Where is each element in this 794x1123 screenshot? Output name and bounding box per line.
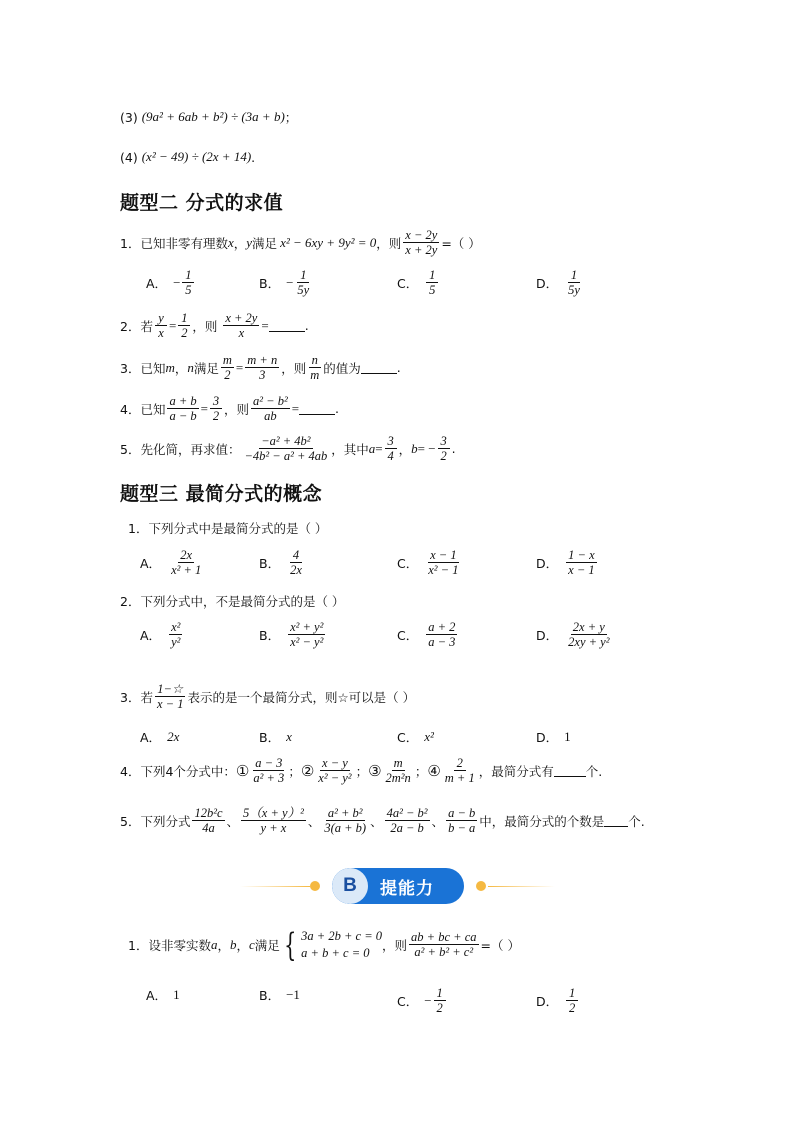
fraction-denominator: 2a − b <box>390 821 424 836</box>
fraction-denominator: 2 <box>569 1001 576 1016</box>
question-number: 1． <box>128 937 149 953</box>
fraction-numerator: 1 <box>182 268 194 283</box>
option-label: D． <box>536 275 559 291</box>
variable: x <box>227 234 234 250</box>
question-text: 中，最简分式的个数是 <box>479 813 605 829</box>
fraction-denominator: 5y <box>297 283 310 298</box>
option-label: A． <box>146 988 168 1003</box>
option-label: D． <box>536 627 559 643</box>
punctuation: ； <box>355 763 369 779</box>
fraction <box>308 353 321 383</box>
fraction-denominator: 2xy + y² <box>568 635 610 650</box>
option-c[interactable] <box>397 986 448 1016</box>
punctuation: . <box>304 318 309 334</box>
option-a[interactable] <box>140 548 205 578</box>
fraction-denominator: 2 <box>212 409 220 424</box>
equals-sign: = <box>375 440 383 456</box>
equals-sign: = <box>168 317 177 333</box>
equals-sign: = <box>291 400 300 416</box>
fraction-denominator: ab <box>264 409 277 424</box>
question-3-line <box>120 108 297 126</box>
s3-question-5 <box>120 806 645 836</box>
fraction-denominator: x² − 1 <box>428 563 459 578</box>
fraction <box>434 986 446 1016</box>
option-label: C． <box>397 730 419 745</box>
question-text: 下列分式中，不是最简分式的是（ ） <box>140 594 345 609</box>
fraction <box>426 620 457 650</box>
option-label: C． <box>397 555 419 571</box>
question-label: (3) <box>120 109 138 125</box>
fraction-numerator: m <box>393 756 403 770</box>
option-value: 1 <box>564 729 571 744</box>
fraction <box>426 268 438 298</box>
variable: c <box>249 936 255 952</box>
question-text: ，则 <box>382 937 408 953</box>
equals-sign: = <box>235 359 244 375</box>
banner-dot-right <box>476 881 486 891</box>
fraction-numerator: 1 − x <box>568 548 595 562</box>
fraction-numerator: 1−☆ <box>157 682 184 696</box>
question-number: 3． <box>120 689 141 705</box>
fraction <box>155 311 167 341</box>
fraction-numerator: a² + b² <box>327 806 363 820</box>
fraction <box>221 353 234 383</box>
equation: 3a + 2b + c = 0 <box>301 929 383 943</box>
variable: m <box>165 359 175 375</box>
fraction <box>426 548 460 578</box>
question-number: 1． <box>128 521 149 536</box>
fraction-denominator: 2 <box>436 1001 443 1016</box>
fraction-denominator: x + 2y <box>405 243 438 258</box>
punctuation: 、 <box>307 813 321 829</box>
fraction-denominator: 2 <box>440 449 447 464</box>
fraction-numerator: 4a² − b² <box>386 806 428 820</box>
question-label: (4) <box>120 149 138 165</box>
option-value: x² <box>424 729 434 744</box>
fraction-numerator: −a² + 4b² <box>261 434 311 448</box>
fraction-denominator: x² − y² <box>318 771 352 786</box>
fraction-denominator: b − a <box>448 821 476 836</box>
section-title: 题型三 最简分式的概念 <box>120 483 323 505</box>
option-label: A． <box>140 730 162 745</box>
question-number: 5． <box>120 441 141 457</box>
question-text: ，则 <box>281 360 307 376</box>
fraction <box>384 756 413 786</box>
option-b[interactable] <box>259 268 313 298</box>
fraction-numerator: x − 1 <box>430 548 457 562</box>
equation-system <box>280 925 383 964</box>
fraction-denominator: m + 1 <box>444 771 475 786</box>
answer-bracket: =（ ） <box>441 235 481 251</box>
question-text: 已知非零有理数 <box>140 235 228 251</box>
option-label: D． <box>536 555 559 571</box>
sign: − <box>286 274 294 290</box>
fraction-numerator: x² + y² <box>290 620 324 634</box>
fraction-numerator: x + 2y <box>225 311 258 325</box>
option-b[interactable] <box>259 548 306 578</box>
fraction-numerator: n <box>309 353 321 368</box>
punctuation: ， <box>233 235 247 251</box>
fraction-denominator: x − 1 <box>568 563 595 578</box>
fraction <box>403 228 439 258</box>
fraction-denominator: x <box>158 326 164 341</box>
fraction-numerator: x − y <box>322 756 348 770</box>
option-b[interactable] <box>259 986 300 1004</box>
circled-number: ④ <box>427 761 441 780</box>
question-number: 4． <box>120 763 141 779</box>
banner-line-left <box>240 886 310 887</box>
punctuation: . <box>451 441 456 457</box>
punctuation: 、 <box>431 813 445 829</box>
option-label: B． <box>259 275 281 291</box>
variable: a <box>210 936 218 952</box>
fraction-numerator: y <box>155 311 167 326</box>
fraction <box>385 434 397 464</box>
fraction <box>566 986 578 1016</box>
banner-text: 提能力 <box>380 878 434 899</box>
sign: − <box>173 274 181 290</box>
answer-bracket: =（ ） <box>480 937 520 953</box>
fraction <box>169 620 182 650</box>
section-title: 题型二 分式的求值 <box>120 192 284 214</box>
variable: b <box>229 936 237 952</box>
fraction <box>167 394 198 424</box>
banner-badge <box>332 868 464 904</box>
question-number: 4． <box>120 401 141 417</box>
question-number: 5． <box>120 813 141 829</box>
fraction <box>288 548 304 578</box>
equals-sign: = <box>261 317 269 333</box>
s3-question-3 <box>120 682 415 712</box>
fraction <box>316 756 353 786</box>
question-text: 已知 <box>140 401 166 417</box>
fraction <box>210 394 222 424</box>
answer-blank[interactable] <box>604 814 628 827</box>
equation: x² − 6xy + 9y² = 0 <box>280 234 377 250</box>
question-text: ，则 <box>192 318 218 334</box>
punctuation: ， <box>217 937 230 953</box>
circled-number: ① <box>235 761 250 780</box>
fraction <box>288 620 325 650</box>
punctuation: . <box>251 149 256 165</box>
fraction-numerator: 1 <box>297 268 309 283</box>
punctuation: ； <box>414 763 428 779</box>
option-a[interactable] <box>140 728 179 746</box>
option-c[interactable] <box>397 728 434 746</box>
fraction-denominator: 3(a + b) <box>324 821 367 836</box>
brace: { <box>283 925 297 964</box>
question-text: 满足 <box>193 360 219 376</box>
equals-sign: = − <box>417 440 436 456</box>
s3-question-1 <box>128 519 327 537</box>
s2-question-2 <box>120 311 309 341</box>
s2-question-3 <box>120 353 401 383</box>
fraction-numerator: 1 <box>568 268 580 283</box>
fraction-numerator: 1 <box>434 986 446 1001</box>
fraction <box>322 806 368 836</box>
fraction-numerator: x − 2y <box>405 228 438 242</box>
question-number: 2． <box>120 594 141 609</box>
punctuation: ， <box>174 360 188 376</box>
fraction-numerator: 1 <box>426 268 438 283</box>
fraction-denominator: −4b² − a² + 4ab <box>244 449 328 464</box>
punctuation: . <box>335 401 340 417</box>
s3-question-2 <box>120 592 344 610</box>
fraction-numerator: 3 <box>385 434 397 449</box>
question-text: 的值为 <box>323 360 361 376</box>
fraction-denominator: 5 <box>185 283 192 298</box>
fraction <box>155 682 185 712</box>
fraction-numerator: 3 <box>210 394 222 409</box>
answer-blank[interactable] <box>269 319 305 332</box>
fraction-numerator: a − b <box>448 806 476 820</box>
question-text: 下列4个分式中： <box>140 763 236 779</box>
option-a[interactable] <box>146 986 180 1004</box>
option-value: x <box>286 729 292 744</box>
fraction-numerator: 4 <box>290 548 302 563</box>
fraction-denominator: 2 <box>224 368 231 383</box>
option-d[interactable] <box>536 728 571 746</box>
option-value: −1 <box>286 987 300 1002</box>
variable: n <box>187 359 194 375</box>
s2-question-5 <box>120 434 456 464</box>
option-c[interactable] <box>397 548 462 578</box>
fraction <box>223 311 259 341</box>
fraction-numerator: 2x <box>180 548 193 562</box>
fraction <box>169 548 203 578</box>
fraction-numerator: m + n <box>247 353 278 367</box>
question-text: ，最简分式有 <box>478 763 554 779</box>
s3-question-4 <box>120 756 602 786</box>
fraction <box>566 548 596 578</box>
question-text: ，则 <box>376 235 402 251</box>
fraction-numerator: 1 <box>178 311 190 326</box>
variable: a <box>368 440 376 456</box>
option-value: 1 <box>173 987 180 1002</box>
fraction-denominator: x² + 1 <box>171 563 202 578</box>
fraction-numerator: x² <box>171 620 181 634</box>
fraction-numerator: 3 <box>438 434 450 449</box>
fraction <box>192 806 224 836</box>
fraction <box>438 434 450 464</box>
question-text: 下列分式 <box>140 813 191 829</box>
fraction-numerator: a + b <box>169 394 197 408</box>
math-expression: (9a² + 6ab + b²) ÷ (3a + b) <box>141 109 285 124</box>
question-number: 2． <box>120 318 141 334</box>
fraction <box>443 756 477 786</box>
fraction <box>251 394 290 424</box>
answer-blank[interactable] <box>554 764 586 777</box>
fraction-denominator: a − 3 <box>428 635 456 650</box>
option-b[interactable] <box>259 728 292 746</box>
fraction-denominator: 2m²n <box>385 771 411 786</box>
fraction-denominator: x <box>238 326 245 341</box>
math-expression: (x² − 49) ÷ (2x + 14) <box>141 149 252 164</box>
question-text: 个. <box>628 813 645 829</box>
fraction-denominator: a² + 3 <box>253 771 285 786</box>
punctuation: 、 <box>370 813 383 829</box>
option-label: B． <box>259 730 281 745</box>
punctuation: . <box>396 360 401 376</box>
punctuation: ， <box>398 441 412 457</box>
option-label: D． <box>536 730 559 745</box>
fraction-numerator: 1 <box>566 986 578 1001</box>
fraction-denominator: a − b <box>169 409 197 424</box>
question-text: ，其中 <box>331 441 369 457</box>
s2-question-4 <box>120 394 339 424</box>
fraction <box>245 353 279 383</box>
fraction-denominator: m <box>310 368 320 383</box>
b-question-1 <box>128 925 520 964</box>
option-c[interactable] <box>397 268 440 298</box>
fraction-denominator: x² − y² <box>290 635 324 650</box>
question-text: 表示的是一个最简分式，则☆可以是（ ） <box>187 689 416 705</box>
question-text: 个. <box>585 763 603 779</box>
option-label: B． <box>259 555 281 571</box>
option-label: B． <box>259 988 281 1003</box>
equals-sign: = <box>200 400 208 416</box>
option-d[interactable] <box>536 268 584 298</box>
fraction <box>242 434 329 464</box>
fraction-numerator: 2 <box>454 756 466 771</box>
fraction <box>295 268 311 298</box>
banner-line-right <box>488 886 555 887</box>
punctuation: ； <box>288 763 301 779</box>
circled-number: ③ <box>368 761 382 780</box>
punctuation: ； <box>284 110 298 125</box>
fraction-denominator: 2 <box>181 326 188 341</box>
fraction-numerator: m <box>222 353 232 367</box>
banner-dot-left <box>310 881 320 891</box>
variable: b <box>411 440 418 456</box>
s2-question-1 <box>120 228 481 258</box>
fraction <box>566 620 611 650</box>
question-text: ，则 <box>224 401 250 417</box>
option-a[interactable] <box>140 620 184 650</box>
fraction-numerator: a + 2 <box>428 620 456 634</box>
fraction-numerator: 2x + y <box>572 620 605 634</box>
option-label: C． <box>397 993 419 1009</box>
answer-blank[interactable] <box>299 402 335 415</box>
circled-number: ② <box>300 761 315 780</box>
fraction-denominator: 4 <box>387 449 394 464</box>
option-label: A． <box>140 555 162 571</box>
question-text: 设非零实数 <box>148 937 211 953</box>
question-text: 下列分式中是最简分式的是（ ） <box>148 521 328 536</box>
fraction-numerator: a − 3 <box>255 756 283 770</box>
fraction <box>566 268 582 298</box>
option-label: A． <box>146 275 168 291</box>
fraction-numerator: 5（x + y）² <box>243 806 304 820</box>
fraction-denominator: 4a <box>202 821 215 836</box>
option-a[interactable] <box>146 268 196 298</box>
question-text: 已知 <box>140 360 166 376</box>
fraction-denominator: y + x <box>260 821 287 836</box>
question-text: 满足 <box>254 937 280 953</box>
option-d[interactable] <box>536 620 613 650</box>
question-text: 若 <box>140 318 153 334</box>
option-label: A． <box>140 627 162 643</box>
fraction <box>409 930 478 960</box>
option-d[interactable] <box>536 548 599 578</box>
fraction <box>385 806 430 836</box>
answer-blank[interactable] <box>361 361 397 374</box>
punctuation: ， <box>236 937 249 953</box>
option-value: 2x <box>167 729 180 744</box>
question-text: 满足 <box>252 235 278 251</box>
question-number: 3． <box>120 360 141 376</box>
fraction-denominator: 3 <box>259 368 266 383</box>
fraction-denominator: a² + b² + c² <box>414 945 474 960</box>
fraction <box>182 268 194 298</box>
question-text: 先化简，再求值： <box>140 441 241 457</box>
option-label: D． <box>536 993 559 1009</box>
fraction-denominator: 5 <box>429 283 436 298</box>
option-c[interactable] <box>397 620 459 650</box>
fraction <box>178 311 190 341</box>
fraction-denominator: 5y <box>568 283 580 298</box>
fraction-numerator: ab + bc + ca <box>411 930 477 944</box>
question-number: 1． <box>120 235 141 251</box>
option-label: C． <box>397 275 419 291</box>
equation: a + b + c = 0 <box>301 945 370 960</box>
fraction <box>241 806 306 836</box>
punctuation: 、 <box>226 813 240 829</box>
fraction-denominator: x − 1 <box>156 697 184 712</box>
fraction-numerator: a² − b² <box>253 394 288 408</box>
option-b[interactable] <box>259 620 327 650</box>
option-label: B． <box>259 627 281 643</box>
option-d[interactable] <box>536 986 580 1016</box>
fraction <box>251 756 286 786</box>
option-label: C． <box>397 627 419 643</box>
section-banner <box>240 868 555 904</box>
fraction-denominator: 2x <box>290 563 302 578</box>
banner-letter: B <box>332 868 368 904</box>
question-4-line <box>120 149 255 165</box>
fraction <box>446 806 477 836</box>
fraction-numerator: 12b²c <box>194 806 223 820</box>
question-text: 若 <box>140 689 153 705</box>
variable: y <box>246 234 253 250</box>
sign: − <box>424 992 432 1008</box>
fraction-denominator: y² <box>171 635 181 650</box>
